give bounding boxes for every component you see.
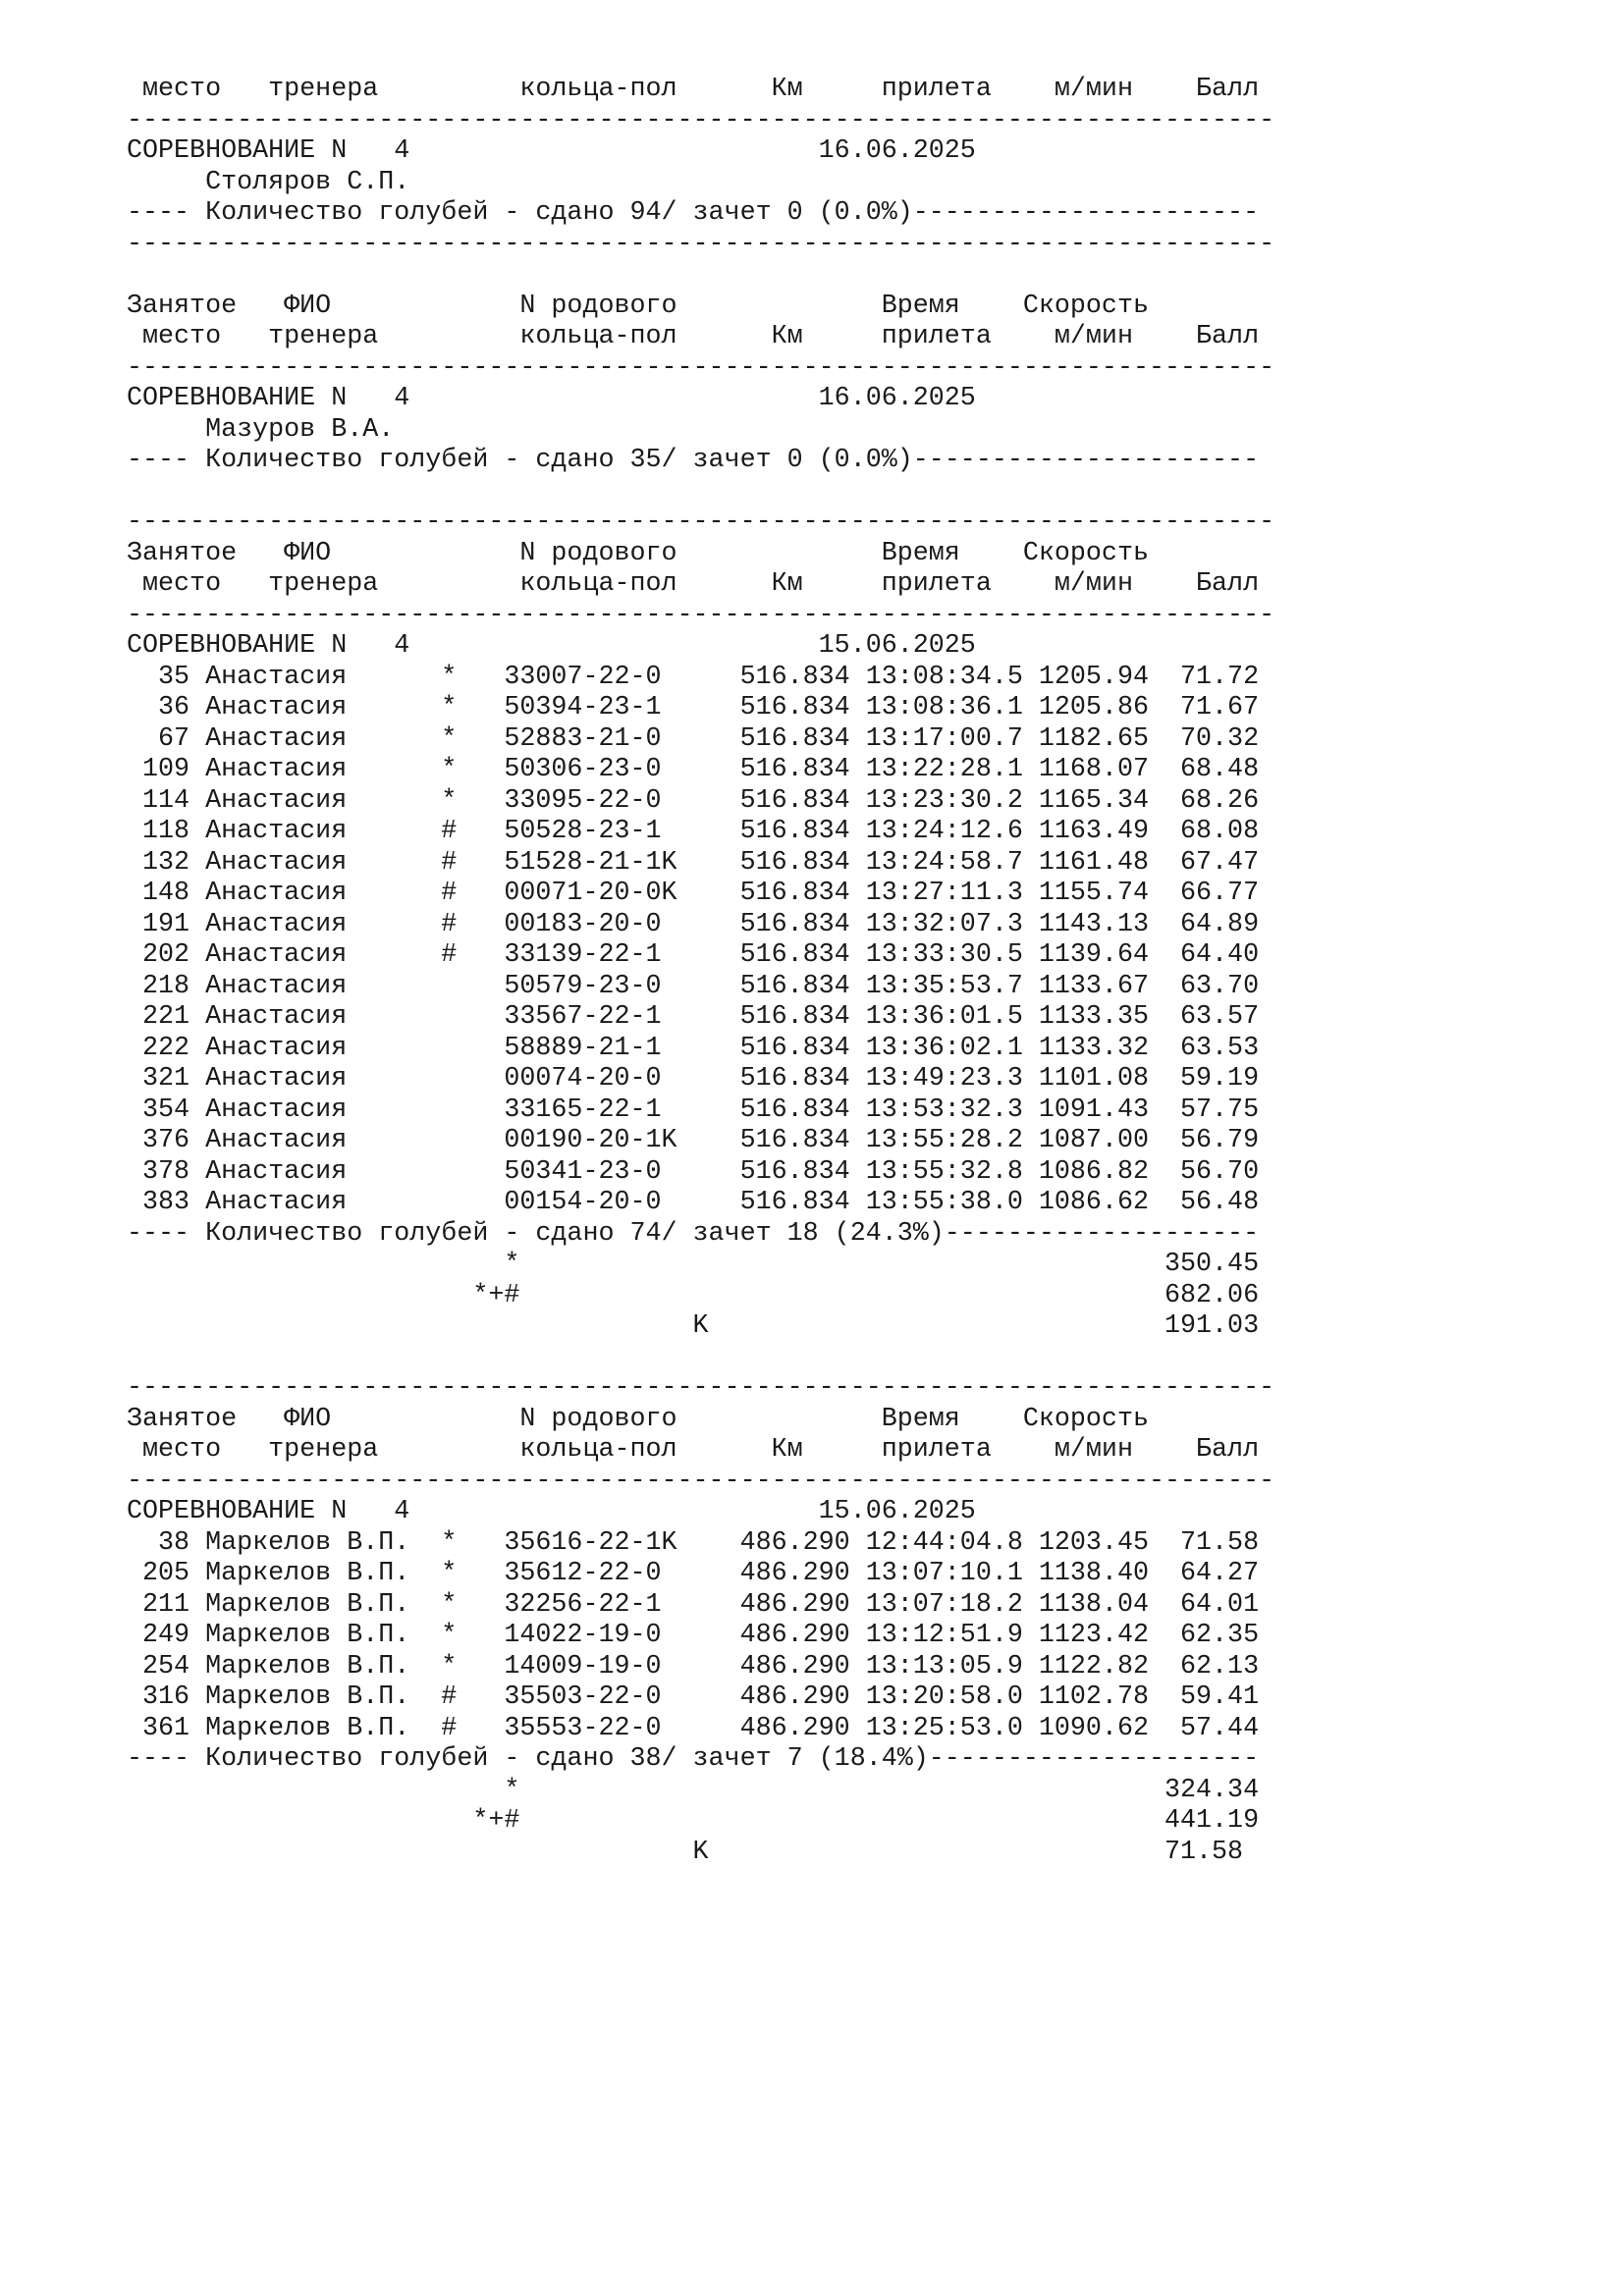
result-row: 321 Анастасия 00074-20-0 516.834 13:49:23.3 1101.08 59.19 [127, 1064, 1260, 1094]
report-line: K 191.03 [127, 1311, 1260, 1341]
results-report [127, 75, 1274, 1868]
result-row: 132 Анастасия # 51528-21-1K 516.834 13:24:58.7 1161.48 67.47 [127, 847, 1260, 878]
result-row: 205 Маркелов В.П. * 35612-22-0 486.290 13:07:10.1 1138.40 64.27 [127, 1559, 1260, 1588]
separator-line: ------------------------------------------------------------------------- [127, 600, 1275, 630]
competition-header: СОРЕВНОВАНИЕ N 4 15.06.2025 [127, 1497, 976, 1526]
result-row: 361 Маркелов В.П. # 35553-22-0 486.290 13:25:53.0 1090.62 57.44 [127, 1713, 1260, 1743]
report-line: *+# 682.06 [127, 1280, 1260, 1310]
result-row: 35 Анастасия * 33007-22-0 516.834 13:08:34.5 1205.94 71.72 [127, 662, 1260, 692]
summary-line: ---- Количество голубей - сдано 35/ зачет 0 (0.0%)---------------------- [127, 446, 1260, 475]
blank-line [127, 1343, 1274, 1374]
separator-line: ------------------------------------------------------------------------- [127, 229, 1275, 259]
separator-line: ------------------------------------------------------------------------- [127, 105, 1275, 135]
summary-line: ---- Количество голубей - сдано 74/ зачет 18 (24.3%)-------------------- [127, 1218, 1260, 1249]
result-row: 36 Анастасия * 50394-23-1 516.834 13:08:36.1 1205.86 71.67 [127, 693, 1260, 722]
result-row: 249 Маркелов В.П. * 14022-19-0 486.290 13:12:51.9 1123.42 62.35 [127, 1621, 1260, 1650]
summary-line: ---- Количество голубей - сдано 94/ зачет 0 (0.0%)---------------------- [127, 198, 1260, 228]
competition-header: СОРЕВНОВАНИЕ N 4 15.06.2025 [127, 631, 976, 661]
column-header: место тренера кольца-пол Км прилета м/мин Балл [127, 1435, 1260, 1465]
column-header: Занятое ФИО N родового Время Скорость [127, 538, 1149, 568]
result-row: 316 Маркелов В.П. # 35503-22-0 486.290 13:20:58.0 1102.78 59.41 [127, 1682, 1260, 1712]
result-row: 378 Анастасия 50341-23-0 516.834 13:55:32.8 1086.82 56.70 [127, 1156, 1260, 1187]
blank-line [127, 260, 1274, 292]
report-line: Столяров С.П. [127, 167, 410, 197]
result-row: 109 Анастасия * 50306-23-0 516.834 13:22:28.1 1168.07 68.48 [127, 755, 1260, 784]
report-line: * 324.34 [127, 1775, 1260, 1805]
result-row: 383 Анастасия 00154-20-0 516.834 13:55:38.0 1086.62 56.48 [127, 1188, 1260, 1217]
result-row: 148 Анастасия # 00071-20-0K 516.834 13:27:11.3 1155.74 66.77 [127, 879, 1260, 908]
separator-line: ------------------------------------------------------------------------- [127, 352, 1275, 383]
competition-header: СОРЕВНОВАНИЕ N 4 16.06.2025 [127, 136, 976, 166]
column-header: Занятое ФИО N родового Время Скорость [127, 1404, 1149, 1434]
report-line: Мазуров В.А. [127, 414, 395, 445]
result-row: 211 Маркелов В.П. * 32256-22-1 486.290 13:07:18.2 1138.04 64.01 [127, 1589, 1260, 1620]
report-line: *+# 441.19 [127, 1806, 1260, 1836]
result-row: 67 Анастасия * 52883-21-0 516.834 13:17:00.7 1182.65 70.32 [127, 723, 1260, 754]
column-header: место тренера кольца-пол Км прилета м/мин Балл [127, 569, 1260, 599]
separator-line: ------------------------------------------------------------------------- [127, 1466, 1275, 1496]
result-row: 254 Маркелов В.П. * 14009-19-0 486.290 13:13:05.9 1122.82 62.13 [127, 1651, 1260, 1682]
separator-line: ------------------------------------------------------------------------- [127, 507, 1275, 537]
column-header: место тренера кольца-пол Км прилета м/мин Балл [127, 75, 1260, 104]
competition-header: СОРЕВНОВАНИЕ N 4 16.06.2025 [127, 384, 976, 413]
result-row: 221 Анастасия 33567-22-1 516.834 13:36:01.5 1133.35 63.57 [127, 1002, 1260, 1032]
result-row: 114 Анастасия * 33095-22-0 516.834 13:23:30.2 1165.34 68.26 [127, 785, 1260, 816]
blank-line [127, 477, 1274, 508]
separator-line: ------------------------------------------------------------------------- [127, 1373, 1275, 1403]
result-row: 118 Анастасия # 50528-23-1 516.834 13:24:12.6 1163.49 68.08 [127, 817, 1260, 846]
column-header: место тренера кольца-пол Км прилета м/мин Балл [127, 322, 1260, 351]
result-row: 202 Анастасия # 33139-22-1 516.834 13:33:30.5 1139.64 64.40 [127, 940, 1260, 970]
result-row: 222 Анастасия 58889-21-1 516.834 13:36:02.1 1133.32 63.53 [127, 1033, 1260, 1063]
result-row: 354 Анастасия 33165-22-1 516.834 13:53:32.3 1091.43 57.75 [127, 1095, 1260, 1125]
result-row: 38 Маркелов В.П. * 35616-22-1K 486.290 12:44:04.8 1203.45 71.58 [127, 1527, 1260, 1558]
result-row: 218 Анастасия 50579-23-0 516.834 13:35:53.7 1133.67 63.70 [127, 971, 1260, 1001]
summary-line: ---- Количество голубей - сдано 38/ зачет 7 (18.4%)--------------------- [127, 1744, 1260, 1774]
report-line: K 71.58 [127, 1837, 1244, 1867]
column-header: Занятое ФИО N родового Время Скорость [127, 291, 1149, 321]
report-line: * 350.45 [127, 1250, 1260, 1279]
result-row: 376 Анастасия 00190-20-1K 516.834 13:55:28.2 1087.00 56.79 [127, 1126, 1260, 1155]
result-row: 191 Анастасия # 00183-20-0 516.834 13:32:07.3 1143.13 64.89 [127, 909, 1260, 939]
